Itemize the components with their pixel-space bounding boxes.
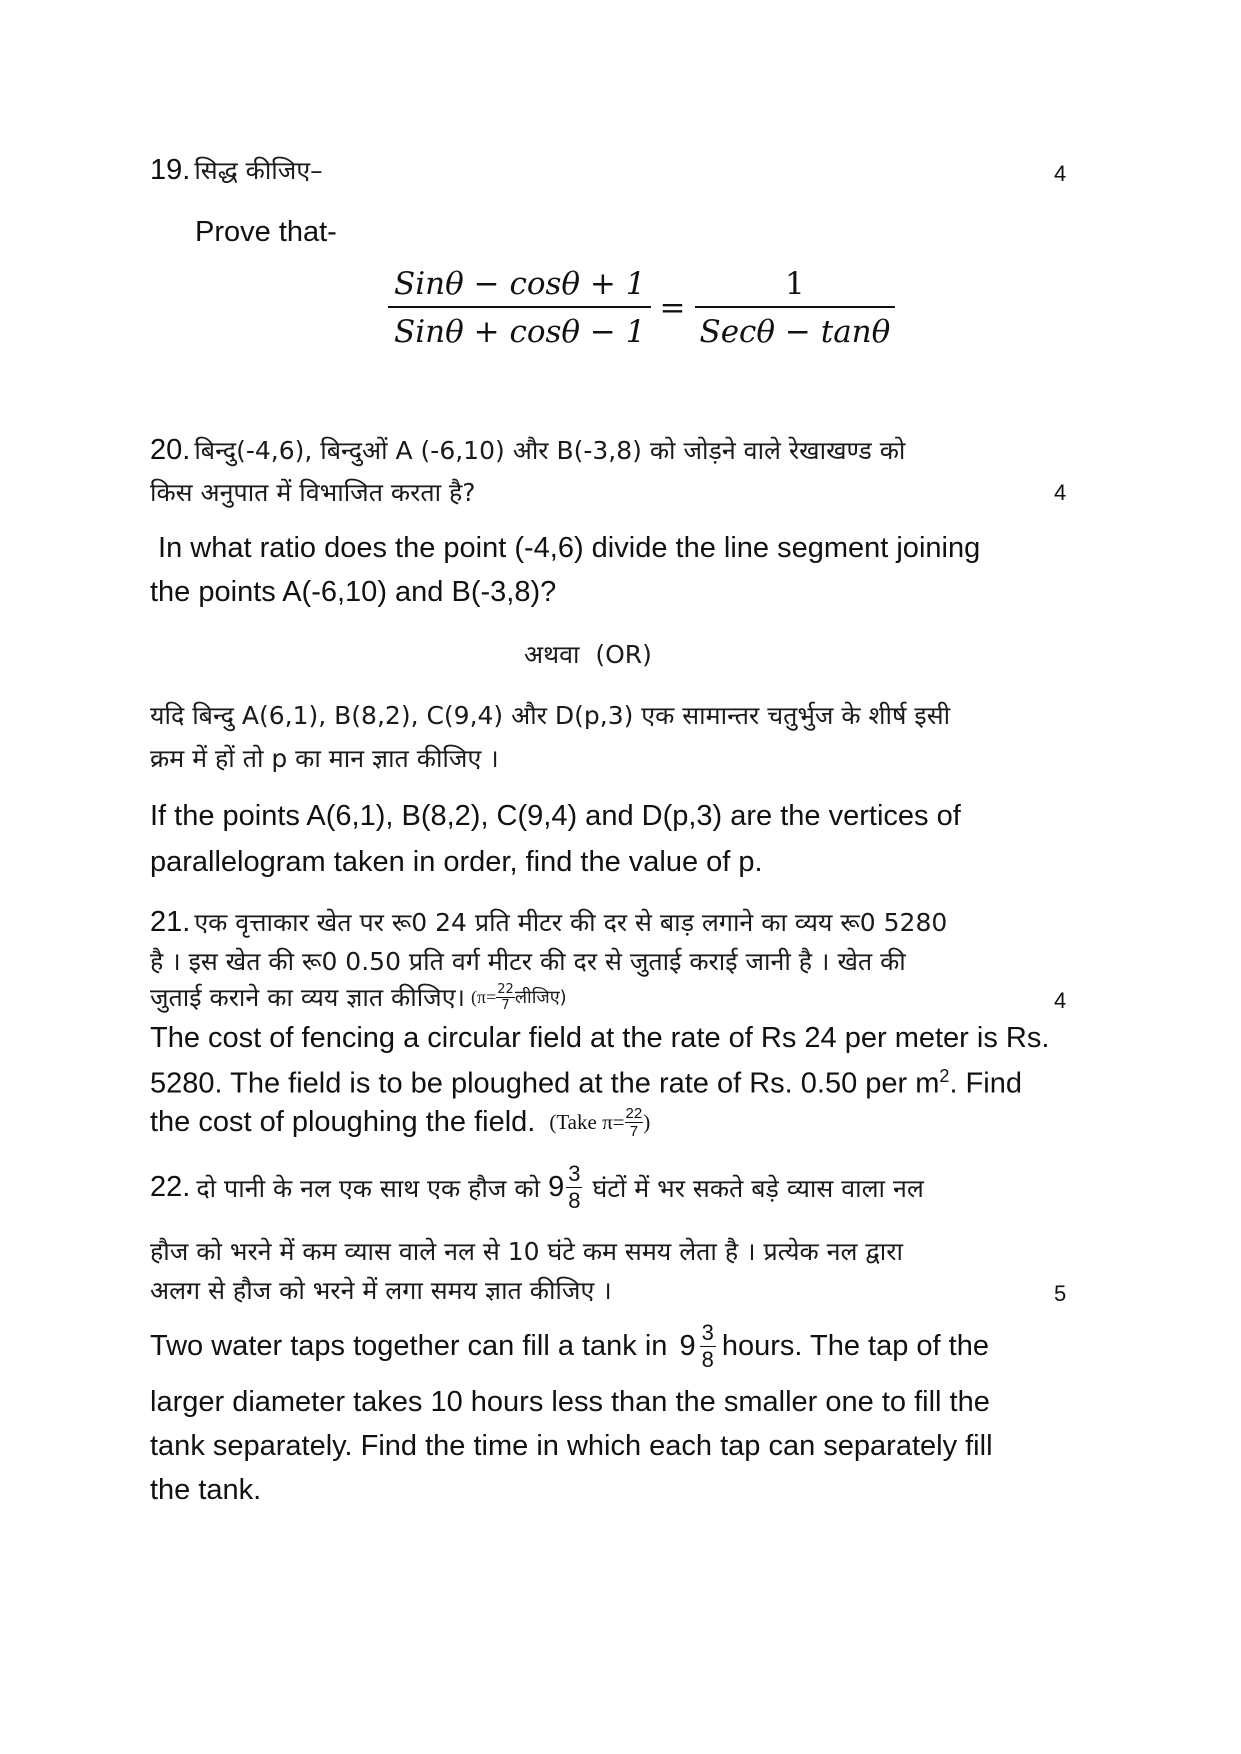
q21-english-pi-fraction [625,1106,644,1139]
q19-hindi: सिद्ध कीजिए– [194,156,323,185]
q21-hindi-pi-denominator: 7 [501,997,510,1013]
q20-number: 20. [150,434,191,466]
q20-hindi-line1-row [150,433,905,467]
q20-or-label: अथवा (OR) [524,640,652,669]
q22-hindi-line3: अलग से हौज को भरने में लगा समय ज्ञात कीजिए । [150,1276,612,1305]
q19-equals: = [659,290,686,326]
q22-hindi-line1-pre: दो पानी के नल एक साथ एक हौज को [196,1173,541,1203]
q22-english-line3: tank separately. Find the time in which each tap can separately fill [150,1430,993,1462]
q22-english-line2: larger diameter takes 10 hours less than the smaller one to fill the [150,1386,990,1418]
q22-marks: 5 [1054,1281,1067,1306]
q20-alt-hindi-line2: क्रम में हों तो p का मान ज्ञात कीजिए । [150,744,499,773]
q19-english: Prove that- [195,216,337,248]
q21-english-superscript: 2 [939,1066,950,1086]
q22-english-line4: the tank. [150,1474,262,1506]
q21-hindi-line3-row [150,980,567,1014]
q21-hindi-pi-fraction [496,983,515,1012]
q19-rhs-numerator: 1 [695,266,895,308]
q21-english-line1: The cost of fencing a circular field at the rate of Rs 24 per meter is Rs. [150,1022,1050,1054]
q22-english-mixed-whole: 9 [679,1330,696,1362]
q20-english-line1: In what ratio does the point (-4,6) divide the line segment joining [150,532,981,564]
q22-english-line1-pre: Two water taps together can fill a tank in [150,1330,676,1362]
q21-english-line2-post: . Find [949,1067,1022,1100]
q21-number: 21. [150,906,191,938]
q19-lhs-fraction [388,266,651,350]
q22-hindi-line2: हौज को भरने में कम व्यास वाले नल से 10 घंटे कम समय लेता है । प्रत्येक नल द्वारा [150,1237,903,1266]
q22-hindi-line1-post: घंटों में भर सकते बड़े व्यास वाला नल [592,1173,924,1203]
q19-heading [150,153,323,187]
q21-hindi-line3: जुताई कराने का व्यय ज्ञात कीजिए। [150,983,466,1012]
q22-english-mixed-fraction [700,1322,716,1371]
q20-alt-english-line1: If the points A(6,1), B(8,2), C(9,4) and D(p,3) are the vertices of [150,800,961,832]
q21-hindi-line1: एक वृत्ताकार खेत पर रू0 24 प्रति मीटर की दर से बाड़ लगाने का व्यय रू0 5280 [194,908,948,937]
q21-english-line2-pre: 5280. The field is to be ploughed at the rate of Rs. 0.50 per m [150,1067,940,1100]
q21-hindi-line1-row [150,905,947,939]
q19-lhs-denominator: Sinθ + cosθ − 1 [394,314,646,350]
q21-hindi-line2: है । इस खेत की रू0 0.50 प्रति वर्ग मीटर की दर से जुताई कराई जानी है । खेत की [150,947,906,976]
q21-english-line3: the cost of ploughing the field. [150,1106,536,1138]
q22-english-mixed-numerator: 3 [701,1320,714,1345]
q21-english-take-post: ) [643,1110,651,1134]
q22-hindi-mixed-numerator: 3 [568,1161,581,1186]
q22-english-line1-row [150,1322,989,1371]
q21-english-take-pre: (Take π= [549,1110,625,1134]
q19-lhs-numerator: Sinθ − cosθ + 1 [388,266,651,308]
q22-hindi-mixed-fraction [566,1163,582,1212]
q21-english-pi-denominator: 7 [629,1123,639,1140]
q21-english-line2-row [150,1066,1022,1101]
q19-number: 19. [150,154,191,186]
q22-english-line1-post: hours. The tap of the [721,1330,989,1362]
q19-equation [388,266,896,350]
q22-hindi-line1-row [150,1163,924,1212]
q21-hindi-take-post: लीजिए) [514,987,567,1008]
q21-marks: 4 [1054,988,1067,1013]
q22-hindi-mixed-denominator: 8 [568,1188,581,1213]
q22-number: 22. [150,1171,191,1203]
q19-rhs-fraction [693,266,896,350]
q22-hindi-mixed-whole: 9 [548,1171,565,1203]
q20-hindi-line2: किस अनुपात में विभाजित करता है? [150,478,476,507]
q21-english-pi-numerator: 22 [625,1105,643,1122]
q20-english-line2: the points A(-6,10) and B(-3,8)? [150,576,557,608]
q21-english-line3-row [150,1106,650,1139]
q20-alt-hindi-line1: यदि बिन्दु A(6,1), B(8,2), C(9,4) और D(p,3) एक सामान्तर चतुर्भुज के शीर्ष इसी [150,701,951,730]
q21-hindi-pi-numerator: 22 [497,981,514,997]
q20-hindi-line1: बिन्दु(-4,6), बिन्दुओं A (-6,10) और B(-3,8) को जोड़ने वाले रेखाखण्ड को [194,436,906,465]
q20-alt-english-line2: parallelogram taken in order, find the value of p. [150,846,763,878]
q21-hindi-take-pre: (π= [471,986,497,1007]
q20-marks: 4 [1054,480,1067,505]
q19-marks: 4 [1054,161,1067,186]
q19-rhs-denominator: Secθ − tanθ [699,314,891,350]
q22-english-mixed-denominator: 8 [701,1347,714,1372]
